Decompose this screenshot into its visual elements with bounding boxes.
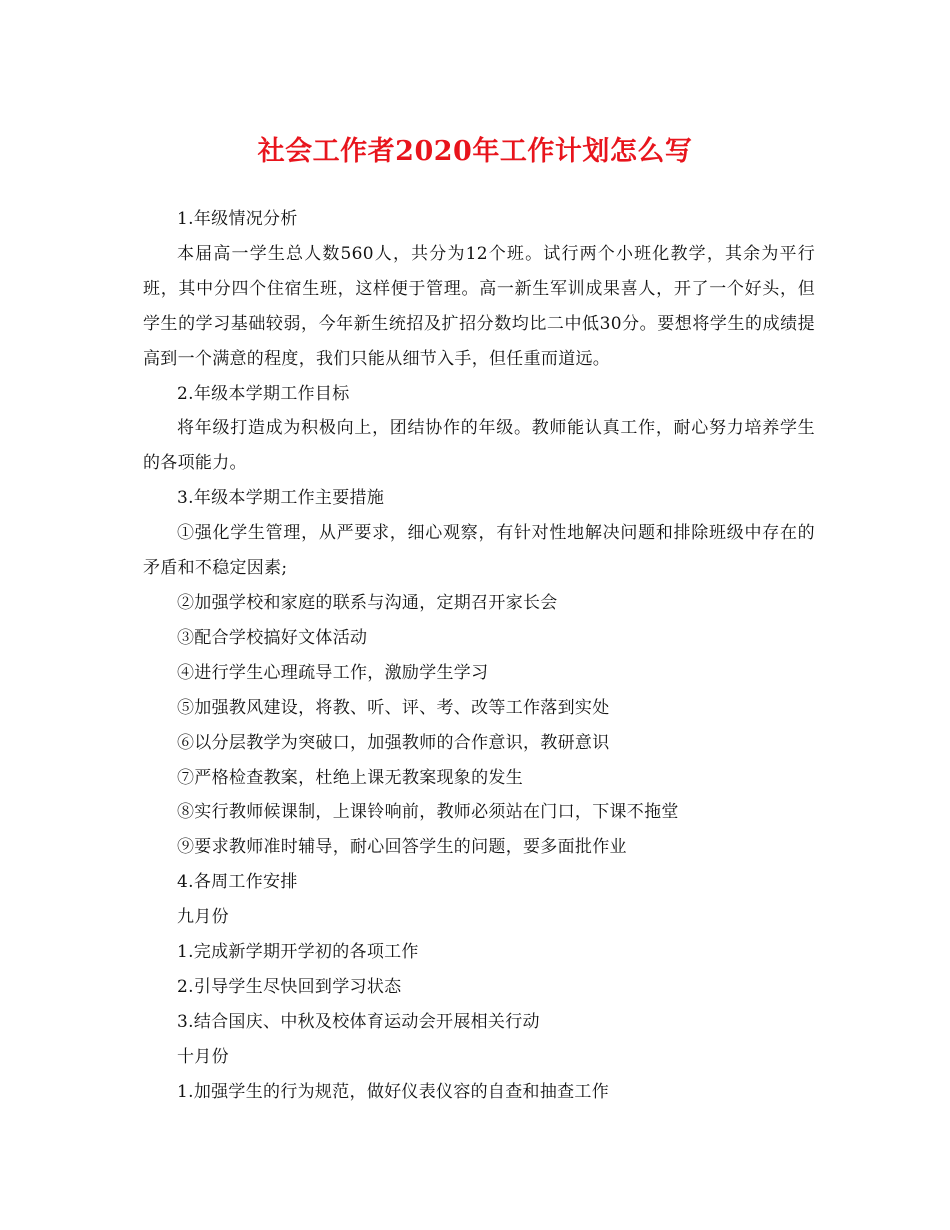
list-item: ⑨要求教师准时辅导，耐心回答学生的问题，要多面批作业 [177, 837, 627, 858]
list-item: ①强化学生管理，从严要求，细心观察，有针对性地解决问题和排除班级中存在的矛盾和不稳定因素; [143, 523, 815, 579]
section-heading: 2.年级本学期工作目标 [177, 383, 350, 404]
section-heading: 1.年级情况分析 [177, 209, 298, 229]
list-item: ②加强学校和家庭的联系与沟通，定期召开家长会 [177, 592, 558, 613]
section-heading: 4.各周工作安排 [177, 872, 298, 893]
month-heading: 九月份 [177, 907, 229, 928]
list-item: ④进行学生心理疏导工作，激励学生学习 [177, 662, 489, 683]
list-item: ⑥以分层教学为突破口，加强教师的合作意识，教研意识 [177, 732, 610, 753]
list-item: ③配合学校搞好文体活动 [177, 627, 368, 648]
document-title: 社会工作者2020年工作计划怎么写 [257, 136, 693, 167]
list-item: ⑦严格检查教案，杜绝上课无教案现象的发生 [177, 767, 523, 788]
month-heading: 十月份 [177, 1046, 229, 1067]
document-body [143, 202, 815, 1110]
list-item: 1.完成新学期开学初的各项工作 [177, 942, 419, 963]
section-heading: 3.年级本学期工作主要措施 [177, 488, 385, 509]
paragraph: 将年级打造成为积极向上，团结协作的年级。教师能认真工作，耐心努力培养学生的各项能力。 [143, 418, 815, 474]
list-item: 3.结合国庆、中秋及校体育运动会开展相关行动 [177, 1011, 540, 1032]
paragraph: 本届高一学生总人数560人，共分为12个班。试行两个小班化教学，其余为平行班，其中分四个住宿生班，这样便于管理。高一新生军训成果喜人，开了一个好头，但学生的学习基础较弱，今年新生统招及扩招分数均比二中低30分。要想将学生的成绩提高到一个满意的程度，我们只能从细节入手，但任重而道远。 [143, 243, 815, 369]
list-item: ⑧实行教师候课制，上课铃响前，教师必须站在门口，下课不拖堂 [177, 802, 679, 823]
list-item: 2.引导学生尽快回到学习状态 [177, 976, 402, 997]
list-item: ⑤加强教风建设，将教、听、评、考、改等工作落到实处 [177, 697, 610, 718]
list-item: 1.加强学生的行为规范，做好仪表仪容的自查和抽查工作 [177, 1081, 610, 1102]
